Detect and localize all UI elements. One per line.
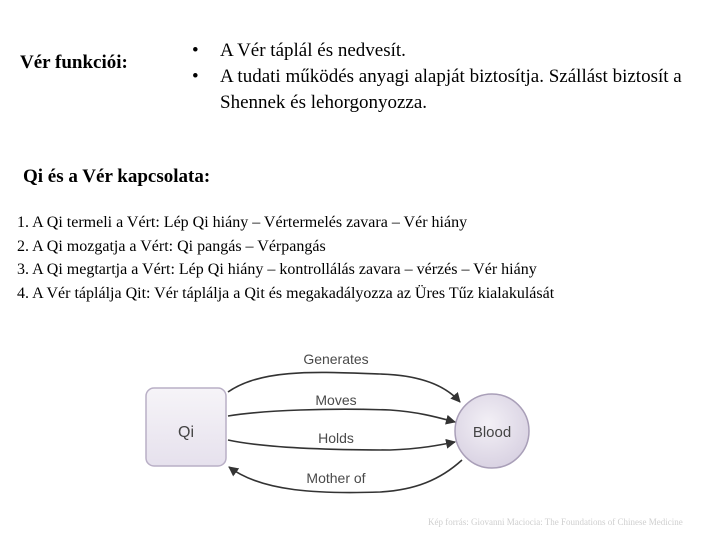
arrow-label-mother-of: Mother of: [306, 470, 366, 486]
bullet-text: A tudati működés anyagi alapját biztosítja. Szállást biztosít a Shennek és lehorgonyozza.: [220, 66, 682, 113]
blood-label: Blood: [472, 424, 512, 441]
list-item: 1. A Qi termeli a Vért: Lép Qi hiány – Vértermelés zavara – Vér hiány: [17, 214, 468, 231]
bullet-marker: •: [192, 40, 199, 61]
functions-bullet-list: [192, 38, 712, 116]
arrow-label-moves: Moves: [315, 392, 357, 408]
functions-label: Vér funkciói:: [20, 52, 128, 73]
bullet-item: [192, 64, 712, 116]
arrow-moves: [228, 409, 455, 422]
list-item: 2. A Qi mozgatja a Vért: Qi pangás – Vérpangás: [17, 237, 326, 255]
arrow-label-generates: Generates: [303, 351, 369, 367]
image-credit: Kép forrás: Giovanni Maciocia: The Foundations of Chinese Medicine: [428, 517, 683, 527]
bullet-item: [192, 38, 712, 64]
qi-label: Qi: [178, 424, 194, 441]
qi-blood-diagram: [0, 330, 720, 540]
list-item: 3. A Qi megtartja a Vért: Lép Qi hiány – kontrollálás zavara – vérzés – Vér hiány: [17, 261, 537, 278]
section-title: Qi és a Vér kapcsolata:: [23, 166, 211, 187]
relation-list: [17, 211, 554, 305]
bullet-text: A Vér táplál és nedvesít.: [220, 40, 406, 61]
bullet-marker: •: [192, 66, 199, 87]
arrow-label-holds: Holds: [318, 430, 354, 446]
list-item: 4. A Vér táplálja Qit: Vér táplálja a Qit és megakadályozza az Üres Tűz kialakulását: [17, 284, 555, 302]
